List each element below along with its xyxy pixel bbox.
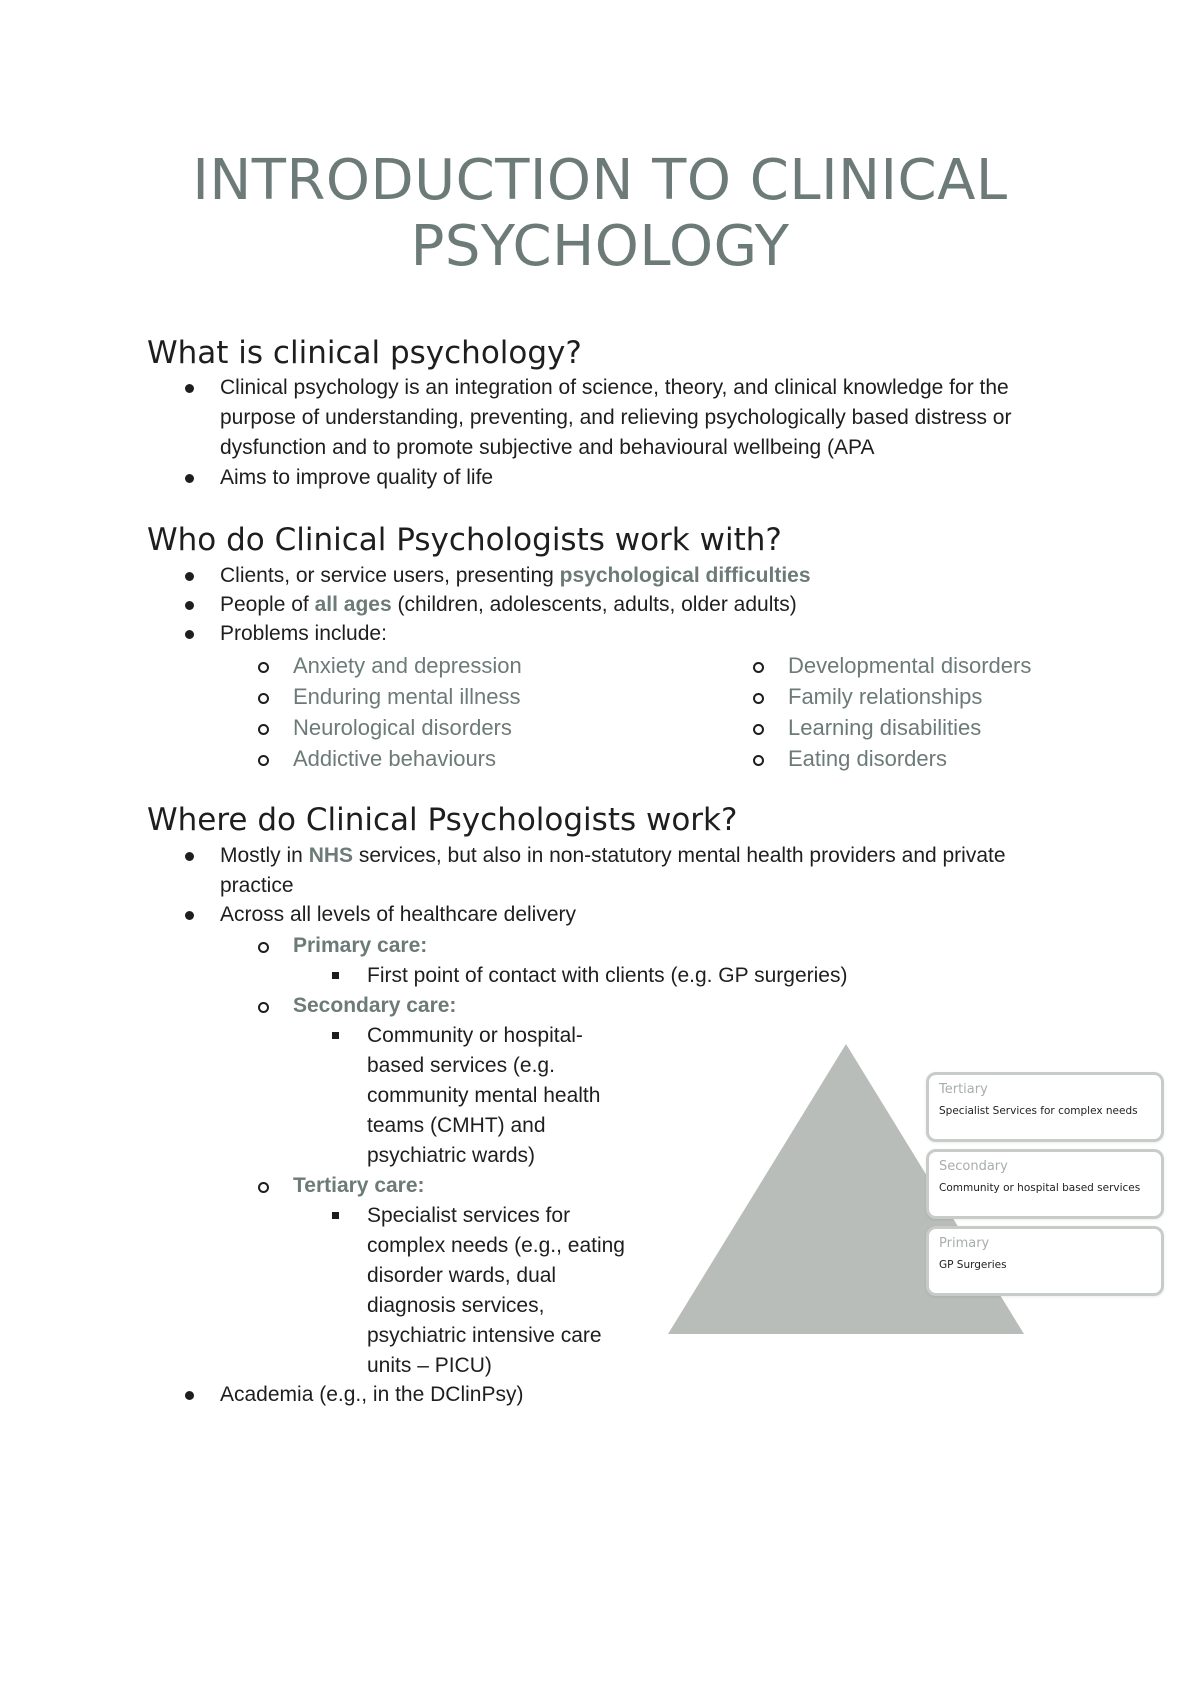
tertiary-care-line: psychiatric intensive care	[367, 1324, 602, 1347]
clients-text-prefix: Clients, or service users, presenting	[220, 564, 560, 587]
problem-item: Addictive behaviours	[293, 746, 497, 771]
problem-item: Neurological disorders	[293, 715, 512, 740]
circle-bullet	[258, 942, 269, 953]
bullet-dot	[185, 630, 194, 639]
problems-include-text: Problems include:	[220, 622, 387, 645]
academia-text: Academia (e.g., in the DClinPsy)	[220, 1383, 524, 1406]
nhs-highlight: NHS	[308, 844, 354, 867]
tertiary-care-line: units – PICU)	[367, 1354, 492, 1377]
secondary-level-box	[926, 1149, 1164, 1219]
circle-bullet	[753, 755, 764, 766]
secondary-care-line: teams (CMHT) and	[367, 1114, 546, 1137]
psychological-difficulties-highlight: psychological difficulties	[559, 564, 811, 587]
circle-bullet	[258, 1182, 269, 1193]
problem-item: Family relationships	[788, 684, 983, 709]
clients-text	[220, 561, 811, 591]
title-line-2: PSYCHOLOGY	[410, 214, 790, 279]
problem-item: Enduring mental illness	[293, 684, 521, 709]
primary-care-item: First point of contact with clients (e.g. GP surgeries)	[367, 964, 848, 987]
circle-bullet	[753, 693, 764, 704]
circle-bullet	[258, 724, 269, 735]
tertiary-level-desc: Specialist Services for complex needs	[939, 1105, 1138, 1117]
primary-level-box	[926, 1226, 1164, 1296]
document-title	[120, 148, 1080, 280]
circle-bullet	[258, 1002, 269, 1013]
section-heading-what: What is clinical psychology?	[147, 335, 582, 371]
nhs-text-line-2: practice	[220, 874, 294, 897]
bullet-dot	[185, 474, 194, 483]
aims-text: Aims to improve quality of life	[220, 466, 494, 489]
definition-line-1: Clinical psychology is an integration of science, theory, and clinical knowledge for the	[220, 376, 1009, 399]
square-bullet	[332, 972, 339, 979]
problem-item: Anxiety and depression	[293, 653, 522, 678]
primary-level-desc: GP Surgeries	[939, 1259, 1007, 1271]
tertiary-level-title: Tertiary	[939, 1082, 988, 1097]
bullet-dot	[185, 572, 194, 581]
tertiary-care-line: Specialist services for	[367, 1204, 571, 1227]
tertiary-level-box	[926, 1072, 1164, 1142]
levels-text: Across all levels of healthcare delivery	[220, 903, 576, 926]
tertiary-care-line: diagnosis services,	[367, 1294, 545, 1317]
problem-item: Developmental disorders	[788, 653, 1032, 678]
problem-item: Eating disorders	[788, 746, 947, 771]
circle-bullet	[258, 693, 269, 704]
circle-bullet	[753, 724, 764, 735]
secondary-care-line: based services (e.g.	[367, 1054, 555, 1077]
tertiary-care-line: disorder wards, dual	[367, 1264, 557, 1287]
section-heading-who: Who do Clinical Psychologists work with?	[147, 522, 782, 558]
tertiary-care-label: Tertiary care:	[293, 1174, 425, 1197]
primary-care-label: Primary care:	[293, 934, 428, 957]
bullet-dot	[185, 384, 194, 393]
secondary-care-line: Community or hospital-	[367, 1024, 583, 1047]
title-line-1: INTRODUCTION TO CLINICAL	[192, 148, 1008, 213]
secondary-care-line: community mental health	[367, 1084, 601, 1107]
all-ages-highlight: all ages	[314, 593, 392, 616]
ages-text-prefix: People of	[220, 593, 315, 616]
square-bullet	[332, 1032, 339, 1039]
nhs-text-prefix: Mostly in	[220, 844, 309, 867]
bullet-dot	[185, 911, 194, 920]
tertiary-care-line: complex needs (e.g., eating	[367, 1234, 625, 1257]
ages-text-suffix: (children, adolescents, adults, older adults)	[391, 593, 797, 616]
secondary-level-desc: Community or hospital based services	[939, 1182, 1141, 1194]
bullet-dot	[185, 601, 194, 610]
bullet-dot	[185, 852, 194, 861]
nhs-text-suffix: services, but also in non-statutory mental health providers and private	[353, 844, 1006, 867]
square-bullet	[332, 1212, 339, 1219]
circle-bullet	[258, 662, 269, 673]
secondary-care-label: Secondary care:	[293, 994, 457, 1017]
bullet-dot	[185, 1391, 194, 1400]
definition-line-3: dysfunction and to promote subjective and behavioural wellbeing (APA	[220, 436, 875, 459]
problem-item: Learning disabilities	[788, 715, 982, 740]
secondary-care-line: psychiatric wards)	[367, 1144, 536, 1167]
circle-bullet	[258, 755, 269, 766]
definition-line-2: purpose of understanding, preventing, and relieving psychologically based distress or	[220, 406, 1012, 429]
secondary-level-title: Secondary	[939, 1159, 1008, 1174]
nhs-text	[220, 841, 1006, 871]
circle-bullet	[753, 662, 764, 673]
ages-text	[220, 590, 797, 620]
primary-level-title: Primary	[939, 1236, 990, 1251]
section-heading-where: Where do Clinical Psychologists work?	[147, 802, 738, 838]
